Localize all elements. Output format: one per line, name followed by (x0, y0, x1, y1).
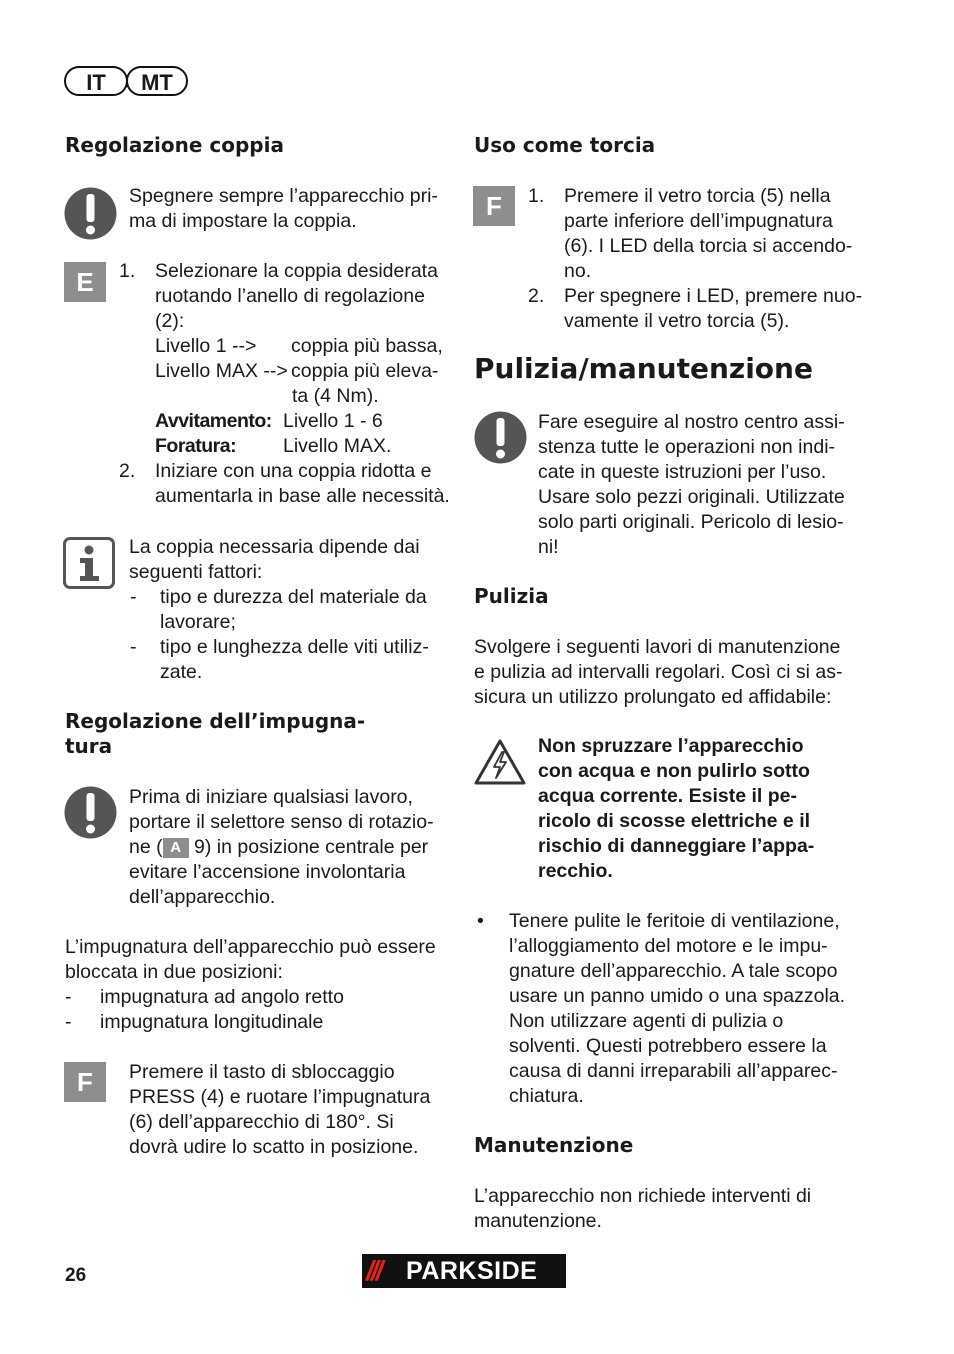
bullet-marker: • (477, 910, 484, 932)
info-text: La coppia necessaria dipende dai (129, 536, 420, 558)
electric-hazard-icon (473, 738, 527, 786)
warning-text-2: evitare l’accensione involontaria (129, 861, 406, 883)
f-text: (6) dell’apparecchio di 180°. Si (129, 1111, 394, 1133)
step-number: 2. (528, 285, 545, 307)
warning-exclamation-icon (473, 410, 528, 465)
step-number: 1. (119, 260, 136, 282)
mode-value: Livello MAX. (283, 435, 392, 457)
page-number: 26 (65, 1265, 87, 1286)
danger-text: Non spruzzare l’apparecchio (538, 735, 804, 757)
info-icon (63, 537, 115, 589)
info-bullet: lavorare; (160, 611, 236, 633)
step-text: aumentarla in base alle necessità. (155, 485, 450, 507)
heading-regolazione-coppia: Regolazione coppia (65, 133, 284, 157)
logo-text: PARKSIDE (406, 1257, 538, 1285)
heading-pulizia: Pulizia (474, 584, 549, 608)
figure-letter-e: E (64, 262, 106, 302)
level-value: coppia più eleva- (291, 360, 439, 382)
bullet-text: solventi. Questi potrebbero essere la (509, 1035, 827, 1057)
dash-marker: - (130, 586, 137, 608)
mode-label: Avvitamento: (155, 410, 272, 432)
step-text: no. (564, 260, 592, 282)
lang-badge-mt: MT (126, 66, 188, 96)
paragraph: manutenzione. (474, 1210, 602, 1232)
warning-text-2-part: 9) in posizione centrale per (188, 836, 429, 858)
list-item: impugnatura longitudinale (100, 1011, 324, 1033)
parkside-logo (362, 1254, 566, 1288)
warning-text-2: dell’apparecchio. (129, 886, 276, 908)
step-number: 2. (119, 460, 136, 482)
level-value: coppia più bassa, (291, 335, 443, 357)
f-text: dovrà udire lo scatto in posizione. (129, 1136, 419, 1158)
list-item: impugnatura ad angolo retto (100, 986, 344, 1008)
warning-text-3: Usare solo pezzi originali. Utilizzate (538, 486, 845, 508)
warning-text-3: cate in queste istruzioni per l’uso. (538, 461, 827, 483)
bullet-text: Non utilizzare agenti di pulizia o (509, 1010, 784, 1032)
paragraph: e pulizia ad intervalli regolari. Così ci si as- (474, 661, 843, 683)
figure-letter-f: F (473, 186, 515, 226)
dash-marker: - (65, 986, 72, 1008)
step-text: Premere il vetro torcia (5) nella (564, 185, 831, 207)
info-bullet: tipo e lunghezza delle viti utiliz- (160, 636, 429, 658)
warning-text-3: stenza tutte le operazioni non indi- (538, 436, 836, 458)
lang-badge-it: IT (64, 66, 128, 96)
heading-uso-come-torcia: Uso come torcia (474, 133, 656, 157)
f-text: PRESS (4) e ruotare l’impugnatura (129, 1086, 431, 1108)
bullet-text: chiatura. (509, 1085, 584, 1107)
paragraph: bloccata in due posizioni: (65, 961, 283, 983)
paragraph: Svolgere i seguenti lavori di manutenzione (474, 636, 841, 658)
step-text: ruotando l’anello di regolazione (155, 285, 425, 307)
level-label: Livello 1 --> (155, 335, 257, 357)
danger-text: con acqua e non pulirlo sotto (538, 760, 810, 782)
dash-marker: - (130, 636, 137, 658)
danger-text: rischio di danneggiare l’appa- (538, 835, 815, 857)
paragraph: L’impugnatura dell’apparecchio può essere (65, 936, 436, 958)
warning-text-3: solo parti originali. Pericolo di lesio- (538, 511, 844, 533)
warning-text-2-part: ne ( (129, 836, 163, 858)
dash-marker: - (65, 1011, 72, 1033)
level-value: ta (4 Nm). (292, 385, 379, 407)
bullet-text: Tenere pulite le feritoie di ventilazione, (509, 910, 840, 932)
info-bullet: tipo e durezza del materiale da (160, 586, 427, 608)
warning-text-2 (129, 835, 428, 860)
warning-text-1a: Spegnere sempre l’apparecchio pri- (129, 185, 438, 207)
paragraph: sicura un utilizzo prolungato ed affidabile: (474, 686, 832, 708)
mode-value: Livello 1 - 6 (283, 410, 383, 432)
bullet-text: gnature dell’apparecchio. A tale scopo (509, 960, 838, 982)
warning-text-2: Prima di iniziare qualsiasi lavoro, (129, 786, 413, 808)
step-text: Per spegnere i LED, premere nuo- (564, 285, 863, 307)
info-bullet: zate. (160, 661, 203, 683)
warning-text-3: Fare eseguire al nostro centro assi- (538, 411, 845, 433)
mode-label: Foratura: (155, 435, 237, 457)
paragraph: L’apparecchio non richiede interventi di (474, 1185, 812, 1207)
heading-regolazione-impugnatura: tura (65, 734, 113, 758)
bullet-text: l’alloggiamento del motore e le impu- (509, 935, 828, 957)
danger-text: acqua corrente. Esiste il pe- (538, 785, 798, 807)
step-text: (6). I LED della torcia si accendo- (564, 235, 853, 257)
info-text: seguenti fattori: (129, 561, 263, 583)
warning-exclamation-icon (63, 186, 118, 241)
step-number: 1. (528, 185, 545, 207)
heading-manutenzione: Manutenzione (474, 1133, 634, 1157)
figure-letter-f: F (64, 1062, 106, 1102)
warning-exclamation-icon (63, 785, 118, 840)
figure-badge-a: A (163, 838, 189, 858)
step-text: Selezionare la coppia desiderata (155, 260, 438, 282)
logo-mark: /// (366, 1255, 381, 1286)
step-text: parte inferiore dell’impugnatura (564, 210, 833, 232)
danger-text: recchio. (538, 860, 613, 882)
warning-text-1b: ma di impostare la coppia. (129, 210, 357, 232)
warning-text-3: ni! (538, 536, 559, 558)
heading-regolazione-impugnatura: Regolazione dell’impugna- (65, 709, 366, 733)
heading-pulizia-manutenzione: Pulizia/manutenzione (474, 352, 813, 385)
f-text: Premere il tasto di sbloccaggio (129, 1061, 395, 1083)
bullet-text: causa di danni irreparabili all’apparec- (509, 1060, 838, 1082)
step-text: Iniziare con una coppia ridotta e (155, 460, 432, 482)
bullet-text: usare un panno umido o una spazzola. (509, 985, 846, 1007)
step-text: (2): (155, 310, 185, 332)
warning-text-2: portare il selettore senso di rotazio- (129, 811, 434, 833)
danger-text: ricolo di scosse elettriche e il (538, 810, 811, 832)
step-text: vamente il vetro torcia (5). (564, 310, 790, 332)
level-label: Livello MAX --> (155, 360, 288, 382)
